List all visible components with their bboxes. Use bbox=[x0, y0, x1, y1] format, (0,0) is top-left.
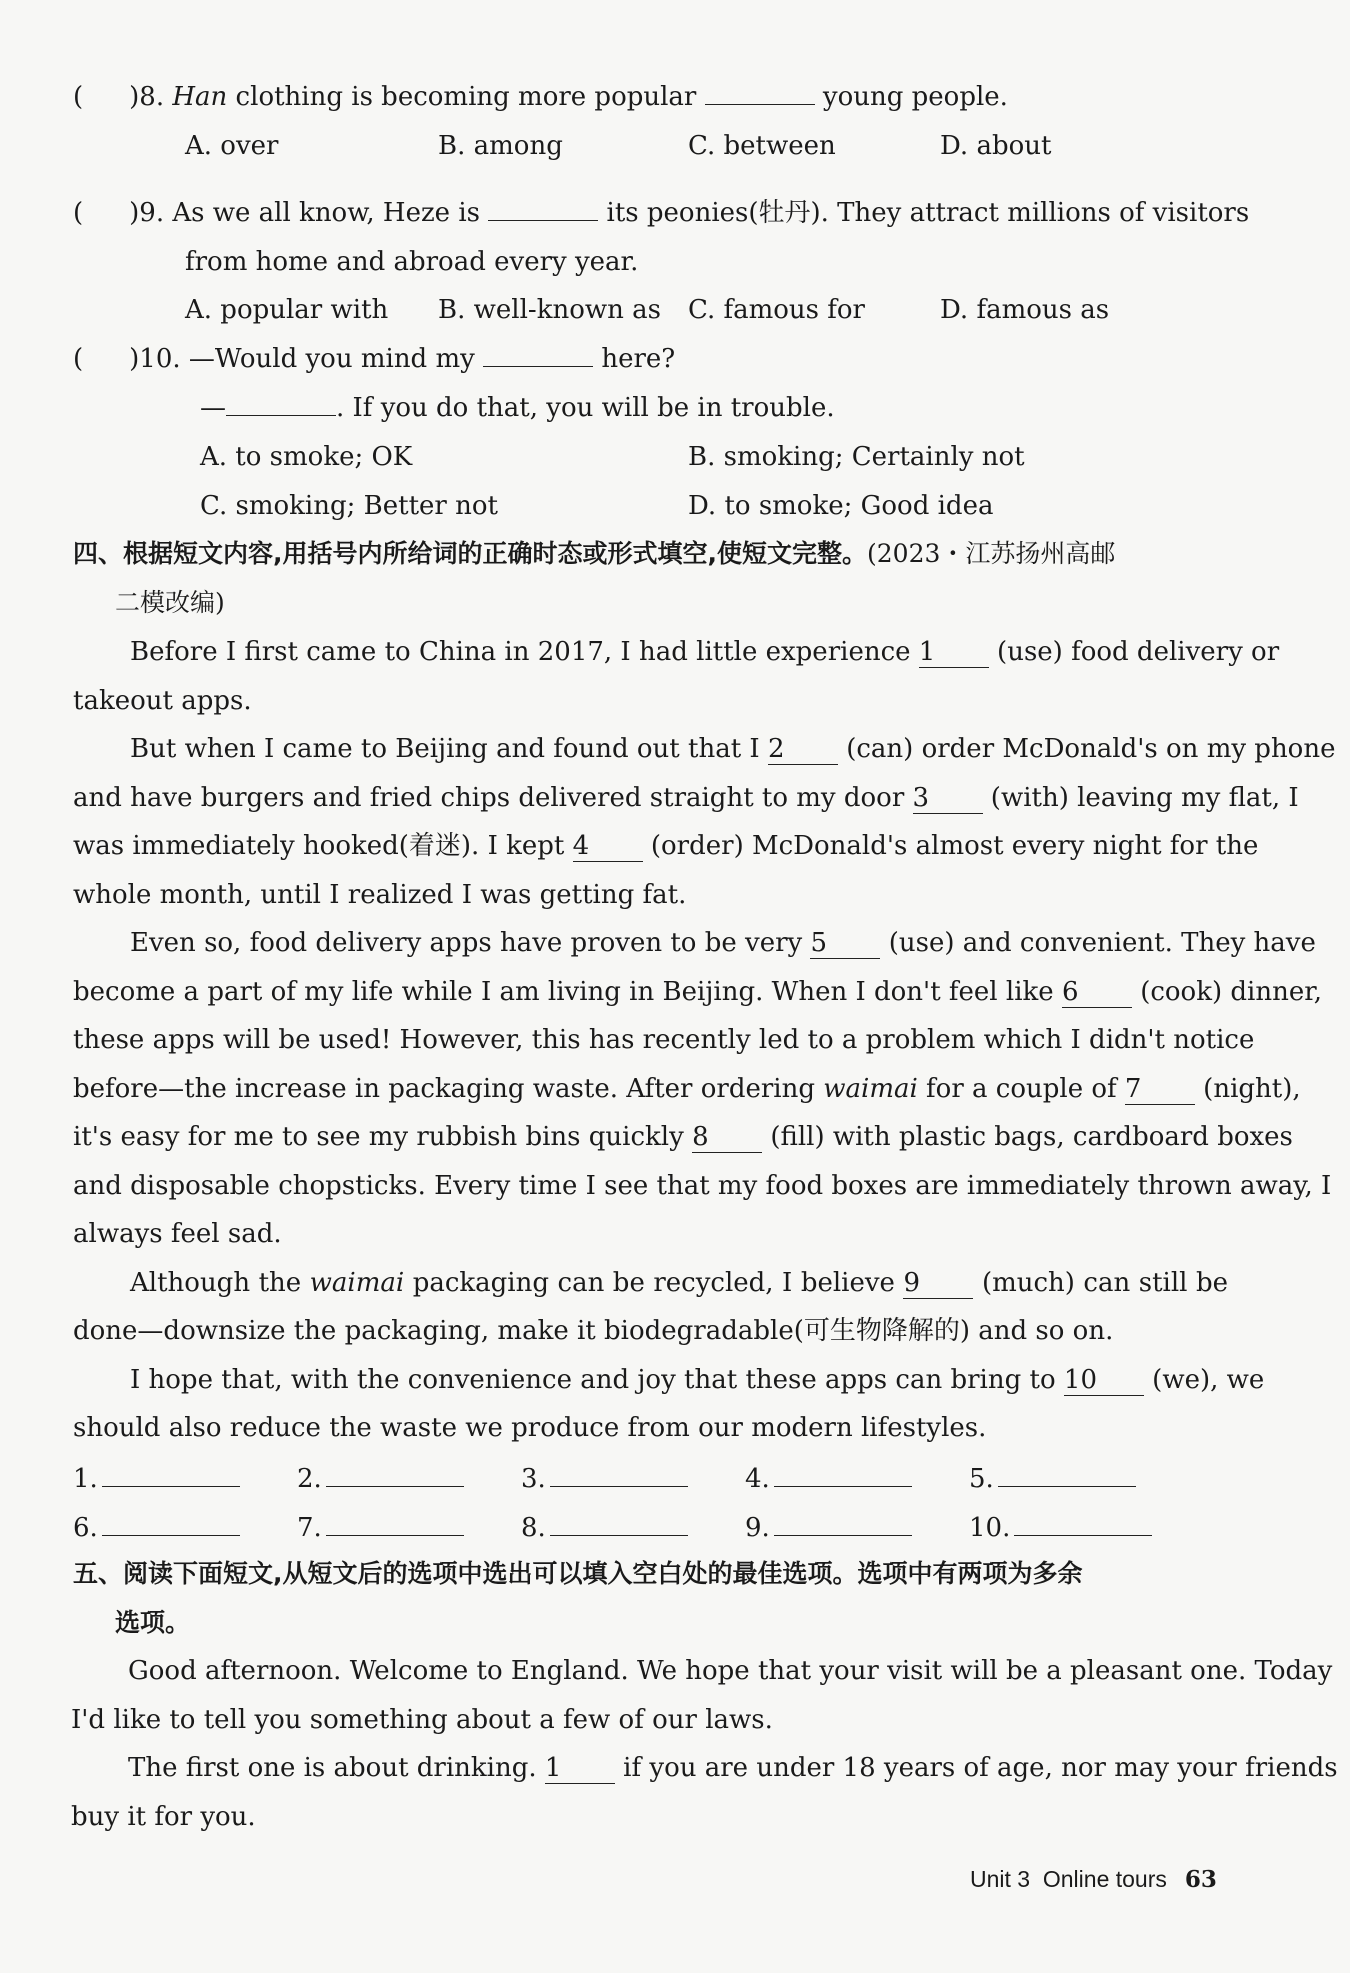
q9-option-c[interactable]: C. famous for bbox=[688, 295, 865, 325]
s4-blank-5[interactable]: 5 bbox=[810, 928, 880, 959]
s4-blank-1[interactable]: 1 bbox=[919, 637, 989, 668]
s4-p2-line4: whole month, until I realized I was getting fat. bbox=[73, 880, 687, 910]
s4-p2-line1: But when I came to Beijing and found out that I 2 (can) order McDonald's on my phone bbox=[130, 734, 1336, 764]
section-5-heading: 五、阅读下面短文,从短文后的选项中选出可以填入空白处的最佳选项。选项中有两项为多余 bbox=[73, 1559, 1083, 1588]
q9-blank[interactable] bbox=[488, 220, 598, 221]
q8-stem bbox=[73, 80, 1008, 114]
q9-stem-b: its peonies(牡丹). They attract millions of visitors bbox=[598, 198, 1250, 228]
q8-number: )8. bbox=[129, 82, 165, 112]
answer-3[interactable]: 3. bbox=[521, 1460, 688, 1496]
q10-stem-b: here? bbox=[593, 344, 676, 374]
s4-p5-line2: should also reduce the waste we produce from our modern lifestyles. bbox=[73, 1413, 987, 1443]
q9-option-d[interactable]: D. famous as bbox=[940, 295, 1110, 325]
s5-p1-line1: Good afternoon. Welcome to England. We hope that your visit will be a pleasant one. Today bbox=[128, 1656, 1333, 1686]
s4-p2-line3: was immediately hooked(着迷). I kept 4 (order) McDonald's almost every night for the bbox=[73, 831, 1259, 861]
q8-stem-b: young people. bbox=[814, 82, 1008, 112]
q10-option-a[interactable]: A. to smoke; OK bbox=[200, 442, 413, 472]
page-footer bbox=[970, 1866, 1217, 1893]
q9-number: )9. As we all know, Heze is bbox=[129, 198, 489, 228]
answer-4[interactable]: 4. bbox=[745, 1460, 912, 1496]
s4-p3-line3: these apps will be used! However, this has recently led to a problem which I didn't notice bbox=[73, 1025, 1255, 1055]
q8-option-c[interactable]: C. between bbox=[688, 131, 836, 161]
s4-p4-line1: Although the waimai packaging can be recycled, I believe 9 (much) can still be bbox=[130, 1268, 1228, 1298]
section-4-heading-line2 bbox=[115, 586, 225, 620]
s4-p3-line7: always feel sad. bbox=[73, 1219, 282, 1249]
answer-7[interactable]: 7. bbox=[297, 1509, 464, 1545]
answer-1[interactable]: 1. bbox=[73, 1460, 240, 1496]
s4-italic-waimai-1: waimai bbox=[823, 1074, 918, 1104]
answer-5[interactable]: 5. bbox=[969, 1460, 1136, 1496]
footer-title: Online tours bbox=[1042, 1866, 1167, 1892]
q9-open-paren: ( bbox=[73, 198, 84, 228]
q10-number: )10. —Would you mind my bbox=[129, 344, 484, 374]
s5-p2-line2: buy it for you. bbox=[71, 1802, 256, 1832]
q10-option-b[interactable]: B. smoking; Certainly not bbox=[688, 442, 1025, 472]
s4-blank-7[interactable]: 7 bbox=[1125, 1074, 1195, 1105]
s4-blank-10[interactable]: 10 bbox=[1064, 1365, 1144, 1396]
section-4-source-a: (2023・江苏扬州高邮 bbox=[867, 539, 1116, 568]
section-4-source-b: 二模改编) bbox=[115, 588, 225, 617]
s5-p1-line2: I'd like to tell you something about a few of our laws. bbox=[71, 1705, 773, 1735]
q10-blank-1[interactable] bbox=[483, 366, 593, 367]
answer-9[interactable]: 9. bbox=[745, 1509, 912, 1545]
s4-p3-line4: before—the increase in packaging waste. After ordering waimai for a couple of 7 (night), bbox=[73, 1074, 1301, 1104]
footer-unit: Unit 3 bbox=[970, 1866, 1031, 1892]
s4-blank-2[interactable]: 2 bbox=[768, 734, 838, 765]
section-5-heading-line2: 选项。 bbox=[115, 1608, 191, 1637]
q9-option-b[interactable]: B. well-known as bbox=[438, 295, 661, 325]
s5-p2-line1: The first one is about drinking. 1 if you are under 18 years of age, nor may your friends bbox=[128, 1753, 1338, 1783]
answer-6[interactable]: 6. bbox=[73, 1509, 240, 1545]
s4-blank-4[interactable]: 4 bbox=[573, 831, 643, 862]
q10-option-c[interactable]: C. smoking; Better not bbox=[200, 491, 498, 521]
answer-10[interactable]: 10. bbox=[969, 1509, 1152, 1545]
s4-blank-6[interactable]: 6 bbox=[1062, 977, 1132, 1008]
s4-p1-line1: Before I first came to China in 2017, I had little experience 1 (use) food delivery or bbox=[130, 637, 1280, 667]
s4-p1-line2: takeout apps. bbox=[73, 686, 252, 716]
q10-open-paren: ( bbox=[73, 344, 84, 374]
q8-blank[interactable] bbox=[705, 104, 815, 105]
q10-line2 bbox=[200, 391, 835, 425]
q10-option-d[interactable]: D. to smoke; Good idea bbox=[688, 491, 994, 521]
page-number: 63 bbox=[1184, 1866, 1217, 1893]
s4-blank-8[interactable]: 8 bbox=[692, 1122, 762, 1153]
s4-p3-line5: it's easy for me to see my rubbish bins quickly 8 (fill) with plastic bags, cardboard boxes bbox=[73, 1122, 1293, 1152]
s4-italic-waimai-2: waimai bbox=[309, 1268, 405, 1298]
s5-blank-1[interactable]: 1 bbox=[545, 1753, 615, 1784]
q9-option-a[interactable]: A. popular with bbox=[185, 295, 389, 325]
s4-p3-line6: and disposable chopsticks. Every time I see that my food boxes are immediately thrown away, I bbox=[73, 1171, 1332, 1201]
s4-p5-line1: I hope that, with the convenience and joy that these apps can bring to 10 (we), we bbox=[130, 1365, 1265, 1395]
s4-blank-3[interactable]: 3 bbox=[913, 783, 983, 814]
q8-option-a[interactable]: A. over bbox=[185, 131, 279, 161]
answer-2[interactable]: 2. bbox=[297, 1460, 464, 1496]
q10-line2-text: . If you do that, you will be in trouble. bbox=[336, 393, 835, 423]
section-4-heading bbox=[73, 537, 1115, 571]
q8-open-paren: ( bbox=[73, 82, 84, 112]
q10-dash: — bbox=[200, 393, 226, 423]
q8-italic-han: Han bbox=[172, 82, 228, 112]
q10-stem bbox=[73, 342, 675, 376]
s4-p2-line2: and have burgers and fried chips delivered straight to my door 3 (with) leaving my flat, I bbox=[73, 783, 1299, 813]
section-4-title: 四、根据短文内容,用括号内所给词的正确时态或形式填空,使短文完整。 bbox=[73, 539, 867, 568]
s4-blank-9[interactable]: 9 bbox=[903, 1268, 973, 1299]
q9-line2: from home and abroad every year. bbox=[185, 247, 639, 277]
s4-p3-line2: become a part of my life while I am living in Beijing. When I don't feel like 6 (cook) dinner, bbox=[73, 977, 1323, 1007]
s4-p4-line2: done—downsize the packaging, make it biodegradable(可生物降解的) and so on. bbox=[73, 1316, 1114, 1346]
q8-stem-a: clothing is becoming more popular bbox=[227, 82, 705, 112]
q10-blank-2[interactable] bbox=[226, 415, 336, 416]
answer-8[interactable]: 8. bbox=[521, 1509, 688, 1545]
q8-option-b[interactable]: B. among bbox=[438, 131, 563, 161]
q9-stem bbox=[73, 196, 1249, 230]
s4-p3-line1: Even so, food delivery apps have proven to be very 5 (use) and convenient. They have bbox=[130, 928, 1316, 958]
q8-option-d[interactable]: D. about bbox=[940, 131, 1052, 161]
